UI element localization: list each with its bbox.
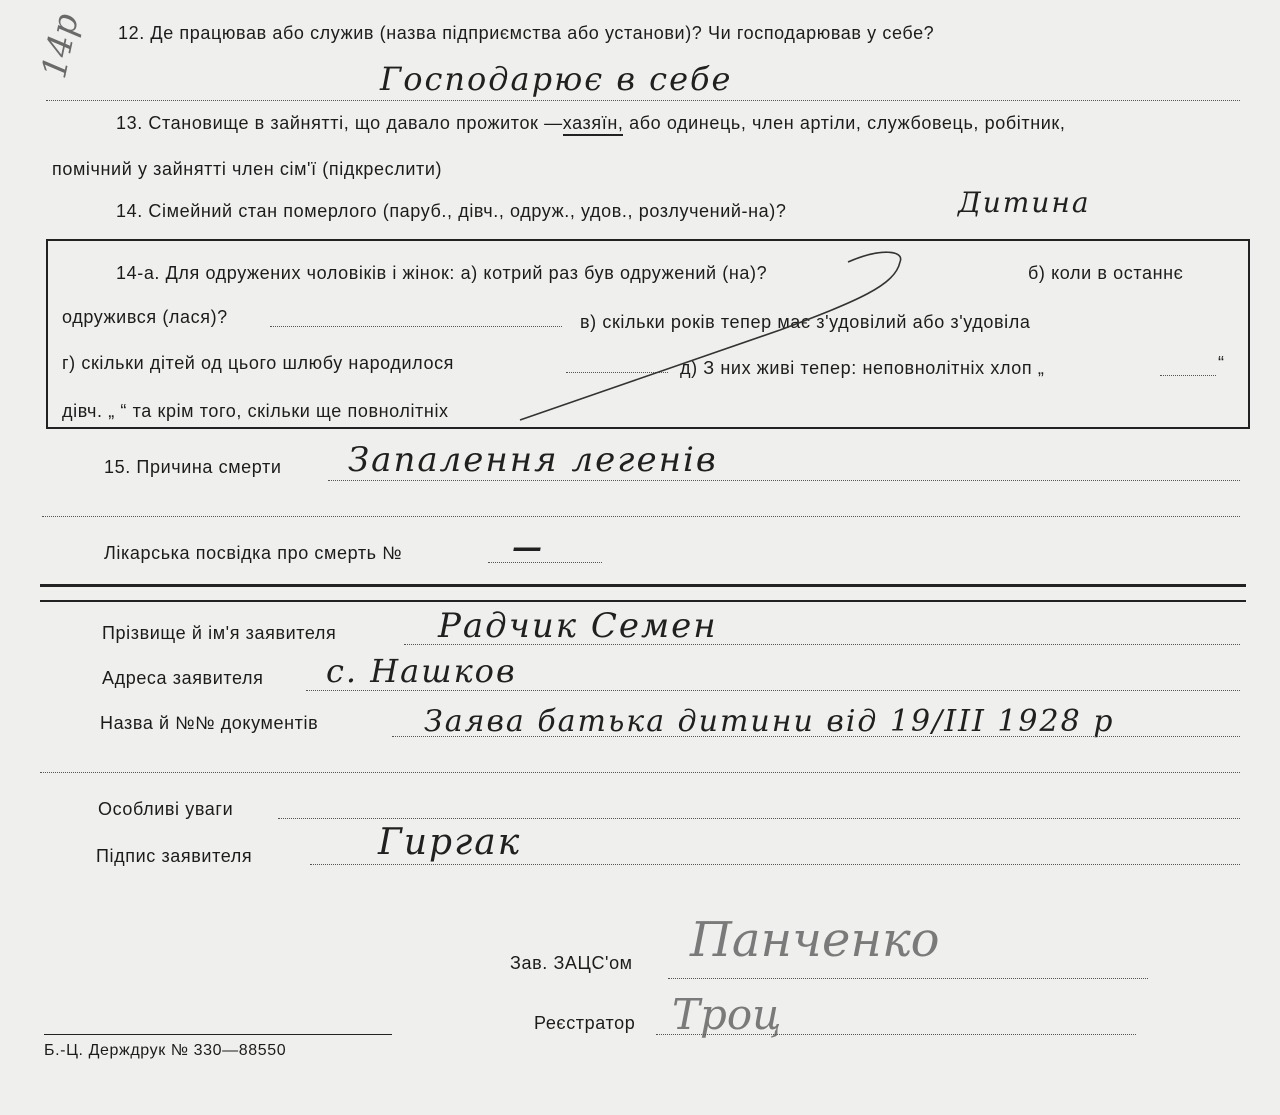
applicant-docs-value: Заява батька дитини від 19/III 1928 р <box>424 704 1115 739</box>
margin-note: 14р <box>34 10 87 82</box>
q14a-line3-a: г) скільки дітей од цього шлюбу народилося <box>62 353 455 373</box>
q14a-line3-b: д) З них живі тепер: неповнолітніх хлоп „ <box>680 358 1045 378</box>
q13-label-after: або одинець, член артіли, службовець, робітник, <box>629 113 1066 133</box>
q15-answer: Запалення легенів <box>348 440 718 480</box>
med-cert-line <box>488 562 602 563</box>
head-line <box>668 978 1148 979</box>
divider-bottom <box>40 600 1246 602</box>
applicant-address-label: Адреса заявителя <box>102 668 264 688</box>
registrar-line <box>656 1034 1136 1035</box>
q15-extra-line <box>42 516 1240 517</box>
med-cert-label: Лікарська посвідка про смерть № <box>104 543 403 563</box>
q14-label: 14. Сімейний стан померлого (паруб., дівч., одруж., удов., розлучений-на)? <box>116 201 787 221</box>
applicant-docs-line2 <box>40 772 1240 773</box>
q15-answer-line <box>328 480 1240 481</box>
applicant-notes-label: Особливі уваги <box>98 799 234 819</box>
q13-label-before: 13. Становище в зайнятті, що давало прожиток — <box>116 113 563 133</box>
applicant-signature-line <box>310 864 1240 865</box>
applicant-notes-line <box>278 818 1240 819</box>
head-label: Зав. ЗАЦС'ом <box>510 953 633 973</box>
q12-answer: Господарює в себе <box>380 60 733 98</box>
med-cert-answer: — <box>512 530 544 565</box>
q14a-line3-c: “ <box>1218 353 1225 373</box>
head-signature: Панченко <box>690 912 940 968</box>
applicant-name-line <box>404 644 1240 645</box>
registrar-signature: Троц <box>672 990 782 1039</box>
q15-label: 15. Причина смерти <box>104 457 282 477</box>
applicant-signature-value: Гиргак <box>378 822 522 863</box>
applicant-address-line <box>306 690 1240 691</box>
q14a-line1-b: б) коли в останнє <box>1028 263 1184 283</box>
applicant-name-value: Радчик Семен <box>438 606 718 646</box>
q14a-line4: дівч. „ “ та крім того, скільки ще повнолітніх <box>62 401 449 421</box>
q12-label: 12. Де працював або служив (назва підприємства або установи)? Чи господарював у себе? <box>118 23 935 43</box>
q13-line2: помічний у зайнятті член сім'ї (підкреслити) <box>52 159 443 179</box>
divider-top <box>40 584 1246 587</box>
applicant-signature-label: Підпис заявителя <box>96 846 253 866</box>
q14a-line2-a: одружився (лася)? <box>62 307 228 327</box>
applicant-address-value: с. Нашков <box>326 652 517 690</box>
q13-underlined-option: хазяїн, <box>563 113 624 136</box>
printer-imprint: Б.-Ц. Держдрук № 330—88550 <box>44 1042 287 1059</box>
q14-answer: Дитина <box>958 186 1091 219</box>
q14a-line1-a: 14-а. Для одружених чоловіків і жінок: а) котрий раз був одружений (на)? <box>116 263 768 283</box>
applicant-docs-label: Назва й №№ документів <box>100 713 319 733</box>
registrar-label: Реєстратор <box>534 1013 636 1033</box>
q14a-strike-line <box>520 252 901 420</box>
applicant-docs-line <box>392 736 1240 737</box>
applicant-name-label: Прізвище й ім'я заявителя <box>102 623 337 643</box>
q14a-line2-b: в) скільки років тепер має з'удовілий або з'удовіла <box>580 312 1031 332</box>
imprint-rule <box>44 1034 392 1035</box>
